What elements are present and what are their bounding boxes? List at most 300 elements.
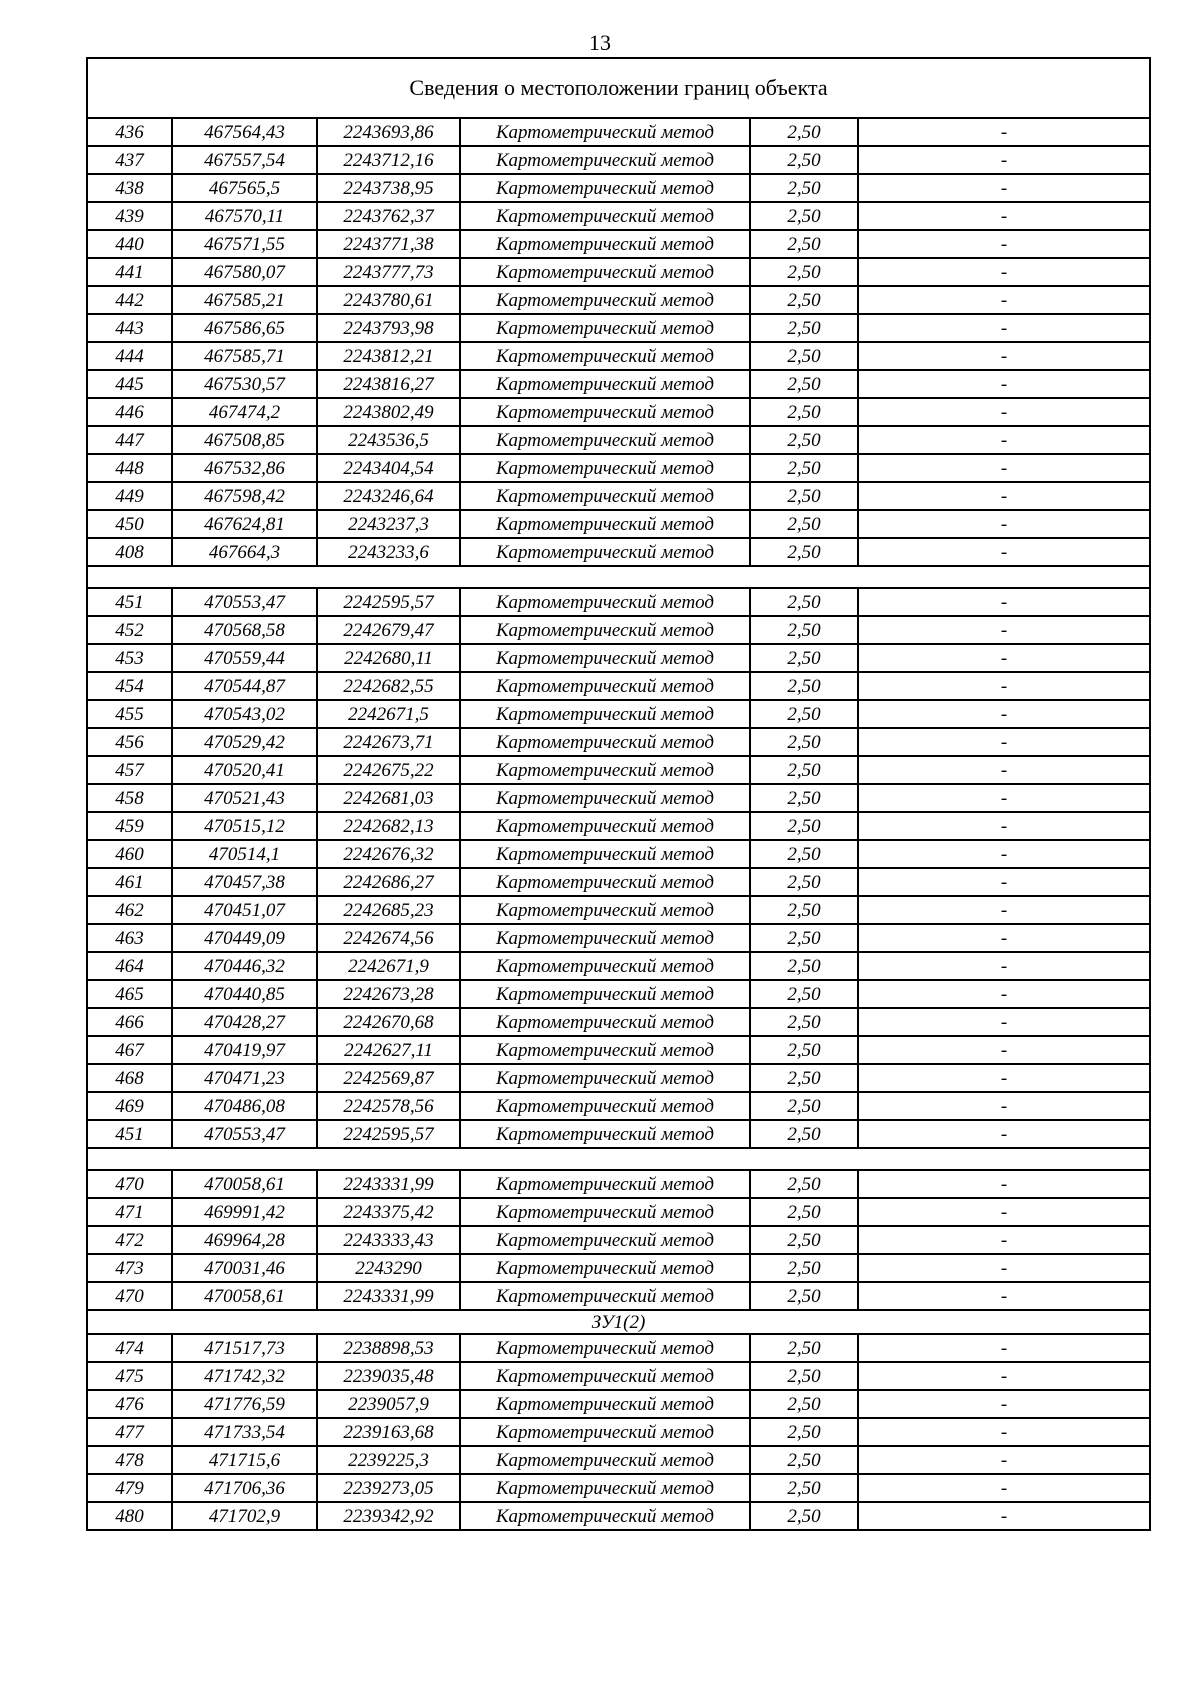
accuracy-cell: 2,50: [750, 202, 858, 230]
y-coordinate-cell: 2243536,5: [317, 426, 460, 454]
accuracy-cell: 2,50: [750, 1446, 858, 1474]
point-number-cell: 450: [87, 510, 172, 538]
method-cell: Картометрический метод: [460, 454, 750, 482]
point-number-cell: 437: [87, 146, 172, 174]
method-cell: Картометрический метод: [460, 1008, 750, 1036]
method-cell: Картометрический метод: [460, 952, 750, 980]
description-cell: -: [858, 1254, 1150, 1282]
description-cell: -: [858, 1418, 1150, 1446]
point-number-cell: 474: [87, 1334, 172, 1362]
y-coordinate-cell: 2242675,22: [317, 756, 460, 784]
table-row: [87, 1282, 1150, 1310]
accuracy-cell: 2,50: [750, 1390, 858, 1418]
method-cell: Картометрический метод: [460, 700, 750, 728]
point-number-cell: 461: [87, 868, 172, 896]
y-coordinate-cell: 2239163,68: [317, 1418, 460, 1446]
x-coordinate-cell: 469991,42: [172, 1198, 317, 1226]
method-cell: Картометрический метод: [460, 840, 750, 868]
method-cell: Картометрический метод: [460, 812, 750, 840]
point-number-cell: 453: [87, 644, 172, 672]
x-coordinate-cell: 470446,32: [172, 952, 317, 980]
table-row: [87, 538, 1150, 566]
accuracy-cell: 2,50: [750, 1008, 858, 1036]
description-cell: -: [858, 342, 1150, 370]
accuracy-cell: 2,50: [750, 980, 858, 1008]
y-coordinate-cell: 2242627,11: [317, 1036, 460, 1064]
description-cell: -: [858, 616, 1150, 644]
method-cell: Картометрический метод: [460, 398, 750, 426]
description-cell: -: [858, 426, 1150, 454]
table-row: [87, 258, 1150, 286]
accuracy-cell: 2,50: [750, 728, 858, 756]
description-cell: -: [858, 174, 1150, 202]
description-cell: -: [858, 510, 1150, 538]
x-coordinate-cell: 470553,47: [172, 1120, 317, 1148]
description-cell: -: [858, 1008, 1150, 1036]
x-coordinate-cell: 471715,6: [172, 1446, 317, 1474]
method-cell: Картометрический метод: [460, 342, 750, 370]
description-cell: -: [858, 1334, 1150, 1362]
method-cell: Картометрический метод: [460, 1120, 750, 1148]
y-coordinate-cell: 2243793,98: [317, 314, 460, 342]
point-number-cell: 446: [87, 398, 172, 426]
method-cell: Картометрический метод: [460, 1064, 750, 1092]
y-coordinate-cell: 2243816,27: [317, 370, 460, 398]
accuracy-cell: 2,50: [750, 616, 858, 644]
method-cell: Картометрический метод: [460, 202, 750, 230]
point-number-cell: 444: [87, 342, 172, 370]
x-coordinate-cell: 470451,07: [172, 896, 317, 924]
accuracy-cell: 2,50: [750, 1226, 858, 1254]
accuracy-cell: 2,50: [750, 146, 858, 174]
accuracy-cell: 2,50: [750, 588, 858, 616]
x-coordinate-cell: 467557,54: [172, 146, 317, 174]
y-coordinate-cell: 2243812,21: [317, 342, 460, 370]
description-cell: -: [858, 840, 1150, 868]
table-row: [87, 1334, 1150, 1362]
table-row: [87, 924, 1150, 952]
description-cell: -: [858, 896, 1150, 924]
point-number-cell: 462: [87, 896, 172, 924]
y-coordinate-cell: 2243771,38: [317, 230, 460, 258]
accuracy-cell: 2,50: [750, 1198, 858, 1226]
y-coordinate-cell: 2243404,54: [317, 454, 460, 482]
y-coordinate-cell: 2239273,05: [317, 1474, 460, 1502]
x-coordinate-cell: 470058,61: [172, 1282, 317, 1310]
method-cell: Картометрический метод: [460, 1198, 750, 1226]
description-cell: -: [858, 1064, 1150, 1092]
table-row: [87, 230, 1150, 258]
accuracy-cell: 2,50: [750, 1418, 858, 1446]
method-cell: Картометрический метод: [460, 868, 750, 896]
point-number-cell: 445: [87, 370, 172, 398]
description-cell: -: [858, 812, 1150, 840]
method-cell: Картометрический метод: [460, 1446, 750, 1474]
x-coordinate-cell: 467586,65: [172, 314, 317, 342]
point-number-cell: 449: [87, 482, 172, 510]
x-coordinate-cell: 470449,09: [172, 924, 317, 952]
point-number-cell: 439: [87, 202, 172, 230]
x-coordinate-cell: 470514,1: [172, 840, 317, 868]
point-number-cell: 443: [87, 314, 172, 342]
description-cell: -: [858, 1170, 1150, 1198]
description-cell: -: [858, 1120, 1150, 1148]
x-coordinate-cell: 470058,61: [172, 1170, 317, 1198]
accuracy-cell: 2,50: [750, 1362, 858, 1390]
description-cell: -: [858, 258, 1150, 286]
table-row: [87, 784, 1150, 812]
method-cell: Картометрический метод: [460, 258, 750, 286]
table-row: [87, 1092, 1150, 1120]
description-cell: -: [858, 1036, 1150, 1064]
x-coordinate-cell: 467571,55: [172, 230, 317, 258]
y-coordinate-cell: 2243375,42: [317, 1198, 460, 1226]
y-coordinate-cell: 2242686,27: [317, 868, 460, 896]
accuracy-cell: 2,50: [750, 174, 858, 202]
accuracy-cell: 2,50: [750, 1334, 858, 1362]
y-coordinate-cell: 2242676,32: [317, 840, 460, 868]
y-coordinate-cell: 2242670,68: [317, 1008, 460, 1036]
description-cell: -: [858, 286, 1150, 314]
table-row: [87, 1198, 1150, 1226]
y-coordinate-cell: 2239035,48: [317, 1362, 460, 1390]
method-cell: Картометрический метод: [460, 1092, 750, 1120]
point-number-cell: 451: [87, 1120, 172, 1148]
accuracy-cell: 2,50: [750, 1064, 858, 1092]
point-number-cell: 469: [87, 1092, 172, 1120]
y-coordinate-cell: 2242682,13: [317, 812, 460, 840]
x-coordinate-cell: 467570,11: [172, 202, 317, 230]
description-cell: -: [858, 398, 1150, 426]
description-cell: -: [858, 700, 1150, 728]
page-number: 13: [589, 30, 611, 55]
y-coordinate-cell: 2243331,99: [317, 1170, 460, 1198]
x-coordinate-cell: 467624,81: [172, 510, 317, 538]
table-row: [87, 1254, 1150, 1282]
method-cell: Картометрический метод: [460, 784, 750, 812]
accuracy-cell: 2,50: [750, 370, 858, 398]
y-coordinate-cell: 2243237,3: [317, 510, 460, 538]
point-number-cell: 460: [87, 840, 172, 868]
point-number-cell: 458: [87, 784, 172, 812]
accuracy-cell: 2,50: [750, 644, 858, 672]
x-coordinate-cell: 470457,38: [172, 868, 317, 896]
point-number-cell: 463: [87, 924, 172, 952]
x-coordinate-cell: 471706,36: [172, 1474, 317, 1502]
y-coordinate-cell: 2243780,61: [317, 286, 460, 314]
description-cell: -: [858, 588, 1150, 616]
description-cell: -: [858, 1226, 1150, 1254]
table-title: Сведения о местоположении границ объекта: [87, 58, 1150, 118]
point-number-cell: 467: [87, 1036, 172, 1064]
description-cell: -: [858, 1092, 1150, 1120]
accuracy-cell: 2,50: [750, 258, 858, 286]
table-row: [87, 1446, 1150, 1474]
table-row: [87, 146, 1150, 174]
accuracy-cell: 2,50: [750, 840, 858, 868]
x-coordinate-cell: 467664,3: [172, 538, 317, 566]
table-row: [87, 370, 1150, 398]
x-coordinate-cell: 471702,9: [172, 1502, 317, 1530]
description-cell: -: [858, 118, 1150, 146]
point-number-cell: 456: [87, 728, 172, 756]
accuracy-cell: 2,50: [750, 398, 858, 426]
point-number-cell: 408: [87, 538, 172, 566]
table-row: [87, 118, 1150, 146]
description-cell: -: [858, 454, 1150, 482]
accuracy-cell: 2,50: [750, 784, 858, 812]
method-cell: Картометрический метод: [460, 482, 750, 510]
method-cell: Картометрический метод: [460, 924, 750, 952]
x-coordinate-cell: 470428,27: [172, 1008, 317, 1036]
method-cell: Картометрический метод: [460, 1362, 750, 1390]
x-coordinate-cell: 470419,97: [172, 1036, 317, 1064]
x-coordinate-cell: 467580,07: [172, 258, 317, 286]
method-cell: Картометрический метод: [460, 1502, 750, 1530]
y-coordinate-cell: 2242673,28: [317, 980, 460, 1008]
method-cell: Картометрический метод: [460, 672, 750, 700]
method-cell: Картометрический метод: [460, 174, 750, 202]
description-cell: -: [858, 314, 1150, 342]
y-coordinate-cell: 2242674,56: [317, 924, 460, 952]
y-coordinate-cell: 2243802,49: [317, 398, 460, 426]
point-number-cell: 438: [87, 174, 172, 202]
accuracy-cell: 2,50: [750, 426, 858, 454]
description-cell: -: [858, 784, 1150, 812]
point-number-cell: 476: [87, 1390, 172, 1418]
boundary-table: [86, 57, 1151, 1531]
point-number-cell: 455: [87, 700, 172, 728]
x-coordinate-cell: 467585,21: [172, 286, 317, 314]
accuracy-cell: 2,50: [750, 812, 858, 840]
table-row: [87, 454, 1150, 482]
point-number-cell: 470: [87, 1282, 172, 1310]
point-number-cell: 440: [87, 230, 172, 258]
y-coordinate-cell: 2242569,87: [317, 1064, 460, 1092]
accuracy-cell: 2,50: [750, 868, 858, 896]
point-number-cell: 448: [87, 454, 172, 482]
description-cell: -: [858, 146, 1150, 174]
x-coordinate-cell: 467565,5: [172, 174, 317, 202]
method-cell: Картометрический метод: [460, 644, 750, 672]
table-row: [87, 482, 1150, 510]
y-coordinate-cell: 2239057,9: [317, 1390, 460, 1418]
accuracy-cell: 2,50: [750, 1474, 858, 1502]
point-number-cell: 473: [87, 1254, 172, 1282]
accuracy-cell: 2,50: [750, 952, 858, 980]
method-cell: Картометрический метод: [460, 426, 750, 454]
description-cell: -: [858, 370, 1150, 398]
method-cell: Картометрический метод: [460, 538, 750, 566]
y-coordinate-cell: 2243738,95: [317, 174, 460, 202]
accuracy-cell: 2,50: [750, 1254, 858, 1282]
x-coordinate-cell: 470440,85: [172, 980, 317, 1008]
y-coordinate-cell: 2243762,37: [317, 202, 460, 230]
accuracy-cell: 2,50: [750, 1120, 858, 1148]
accuracy-cell: 2,50: [750, 924, 858, 952]
point-number-cell: 452: [87, 616, 172, 644]
table-title-row: [87, 58, 1150, 118]
accuracy-cell: 2,50: [750, 672, 858, 700]
description-cell: -: [858, 1198, 1150, 1226]
method-cell: Картометрический метод: [460, 510, 750, 538]
table-row: [87, 588, 1150, 616]
table-row: [87, 616, 1150, 644]
table-row: [87, 756, 1150, 784]
table-row: [87, 398, 1150, 426]
y-coordinate-cell: 2238898,53: [317, 1334, 460, 1362]
table-row: [87, 672, 1150, 700]
point-number-cell: 471: [87, 1198, 172, 1226]
x-coordinate-cell: 470471,23: [172, 1064, 317, 1092]
description-cell: -: [858, 672, 1150, 700]
table-row: [87, 1170, 1150, 1198]
table-row: [87, 314, 1150, 342]
table-row: [87, 1418, 1150, 1446]
description-cell: -: [858, 980, 1150, 1008]
table-row: [87, 728, 1150, 756]
table-row: [87, 174, 1150, 202]
table-row: [87, 342, 1150, 370]
x-coordinate-cell: 470520,41: [172, 756, 317, 784]
x-coordinate-cell: 470521,43: [172, 784, 317, 812]
x-coordinate-cell: 467508,85: [172, 426, 317, 454]
point-number-cell: 479: [87, 1474, 172, 1502]
x-coordinate-cell: 467598,42: [172, 482, 317, 510]
y-coordinate-cell: 2243333,43: [317, 1226, 460, 1254]
group-separator-row: [87, 1148, 1150, 1170]
point-number-cell: 454: [87, 672, 172, 700]
method-cell: Картометрический метод: [460, 980, 750, 1008]
description-cell: -: [858, 952, 1150, 980]
point-number-cell: 475: [87, 1362, 172, 1390]
y-coordinate-cell: 2242673,71: [317, 728, 460, 756]
accuracy-cell: 2,50: [750, 482, 858, 510]
table-row: [87, 286, 1150, 314]
accuracy-cell: 2,50: [750, 286, 858, 314]
x-coordinate-cell: 467532,86: [172, 454, 317, 482]
table-row: [87, 1474, 1150, 1502]
x-coordinate-cell: 470568,58: [172, 616, 317, 644]
y-coordinate-cell: 2242680,11: [317, 644, 460, 672]
method-cell: Картометрический метод: [460, 1390, 750, 1418]
x-coordinate-cell: 470559,44: [172, 644, 317, 672]
accuracy-cell: 2,50: [750, 314, 858, 342]
y-coordinate-cell: 2243331,99: [317, 1282, 460, 1310]
table-row: [87, 952, 1150, 980]
point-number-cell: 441: [87, 258, 172, 286]
description-cell: -: [858, 1390, 1150, 1418]
accuracy-cell: 2,50: [750, 118, 858, 146]
description-cell: -: [858, 756, 1150, 784]
accuracy-cell: 2,50: [750, 342, 858, 370]
x-coordinate-cell: 469964,28: [172, 1226, 317, 1254]
accuracy-cell: 2,50: [750, 896, 858, 924]
accuracy-cell: 2,50: [750, 538, 858, 566]
x-coordinate-cell: 467530,57: [172, 370, 317, 398]
x-coordinate-cell: 470553,47: [172, 588, 317, 616]
point-number-cell: 466: [87, 1008, 172, 1036]
x-coordinate-cell: 470486,08: [172, 1092, 317, 1120]
y-coordinate-cell: 2243246,64: [317, 482, 460, 510]
accuracy-cell: 2,50: [750, 1170, 858, 1198]
table-row: [87, 1120, 1150, 1148]
y-coordinate-cell: 2242595,57: [317, 1120, 460, 1148]
x-coordinate-cell: 471733,54: [172, 1418, 317, 1446]
group-separator-row: [87, 566, 1150, 588]
method-cell: Картометрический метод: [460, 118, 750, 146]
accuracy-cell: 2,50: [750, 454, 858, 482]
table-row: [87, 812, 1150, 840]
point-number-cell: 478: [87, 1446, 172, 1474]
method-cell: Картометрический метод: [460, 616, 750, 644]
table-row: [87, 1036, 1150, 1064]
method-cell: Картометрический метод: [460, 1254, 750, 1282]
y-coordinate-cell: 2242595,57: [317, 588, 460, 616]
y-coordinate-cell: 2239225,3: [317, 1446, 460, 1474]
y-coordinate-cell: 2242671,5: [317, 700, 460, 728]
x-coordinate-cell: 467474,2: [172, 398, 317, 426]
x-coordinate-cell: 471776,59: [172, 1390, 317, 1418]
table-row: [87, 868, 1150, 896]
table-row: [87, 896, 1150, 924]
accuracy-cell: 2,50: [750, 230, 858, 258]
accuracy-cell: 2,50: [750, 1092, 858, 1120]
y-coordinate-cell: 2243290: [317, 1254, 460, 1282]
table-row: [87, 980, 1150, 1008]
table-row: [87, 1064, 1150, 1092]
y-coordinate-cell: 2243777,73: [317, 258, 460, 286]
accuracy-cell: 2,50: [750, 1282, 858, 1310]
x-coordinate-cell: 471517,73: [172, 1334, 317, 1362]
description-cell: -: [858, 1474, 1150, 1502]
point-number-cell: 464: [87, 952, 172, 980]
point-number-cell: 457: [87, 756, 172, 784]
x-coordinate-cell: 470543,02: [172, 700, 317, 728]
point-number-cell: 468: [87, 1064, 172, 1092]
method-cell: Картометрический метод: [460, 1282, 750, 1310]
description-cell: -: [858, 1446, 1150, 1474]
section-label: ЗУ1(2): [87, 1310, 1150, 1334]
x-coordinate-cell: 470031,46: [172, 1254, 317, 1282]
y-coordinate-cell: 2243712,16: [317, 146, 460, 174]
method-cell: Картометрический метод: [460, 756, 750, 784]
accuracy-cell: 2,50: [750, 1502, 858, 1530]
group-separator: [87, 566, 1150, 588]
table-row: [87, 700, 1150, 728]
description-cell: -: [858, 482, 1150, 510]
description-cell: -: [858, 924, 1150, 952]
table-row: [87, 644, 1150, 672]
method-cell: Картометрический метод: [460, 370, 750, 398]
y-coordinate-cell: 2242671,9: [317, 952, 460, 980]
y-coordinate-cell: 2242679,47: [317, 616, 460, 644]
description-cell: -: [858, 1502, 1150, 1530]
point-number-cell: 451: [87, 588, 172, 616]
method-cell: Картометрический метод: [460, 588, 750, 616]
description-cell: -: [858, 230, 1150, 258]
table-row: [87, 1390, 1150, 1418]
method-cell: Картометрический метод: [460, 230, 750, 258]
section-label-row: [87, 1310, 1150, 1334]
table-row: [87, 1008, 1150, 1036]
x-coordinate-cell: 470544,87: [172, 672, 317, 700]
method-cell: Картометрический метод: [460, 1036, 750, 1064]
group-separator: [87, 1148, 1150, 1170]
y-coordinate-cell: 2239342,92: [317, 1502, 460, 1530]
method-cell: Картометрический метод: [460, 314, 750, 342]
description-cell: -: [858, 728, 1150, 756]
